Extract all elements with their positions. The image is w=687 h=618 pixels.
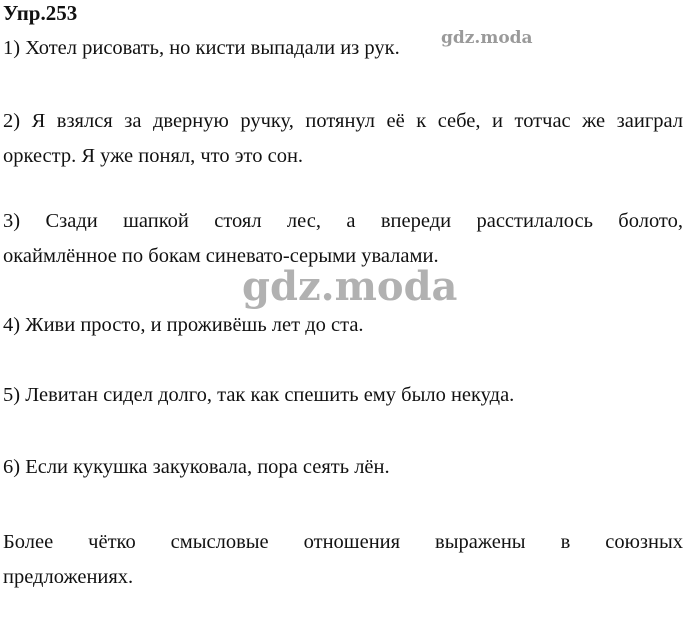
sentence-1 [3,31,683,66]
sentence-3-line-2: окаймлённое по бокам синевато-серыми увалами. [3,245,439,267]
sentence-4-line-1: 4) Живи просто, и проживёшь лет до ста. [3,314,364,336]
conclusion-line-1: Более чётко смысловые отношения выражены в союзных [3,531,683,553]
watermark-small: gdz.moda [441,28,533,48]
sentence-6-line-1: 6) Если кукушка закуковала, пора сеять лён. [3,456,390,478]
sentence-2-line-1: 2) Я взялся за дверную ручку, потянул её к себе, и тотчас же заиграл [3,110,683,132]
sentence-2 [3,104,683,174]
sentence-2-line-2: оркестр. Я уже понял, что это сон. [3,145,304,167]
conclusion-line-2: предложениях. [3,566,134,588]
sentence-3-line-1: 3) Сзади шапкой стоял лес, а впереди расстилалось болото, [3,210,683,232]
exercise-title: Упр.253 [3,1,78,25]
sentence-4 [3,308,683,343]
sentence-5 [3,378,683,413]
sentence-1-line-1: 1) Хотел рисовать, но кисти выпадали из рук. [3,37,400,59]
watermark-large: gdz.moda [242,263,458,310]
conclusion [3,525,683,595]
sentence-5-line-1: 5) Левитан сидел долго, так как спешить ему было некуда. [3,384,515,406]
sentence-6 [3,450,683,485]
